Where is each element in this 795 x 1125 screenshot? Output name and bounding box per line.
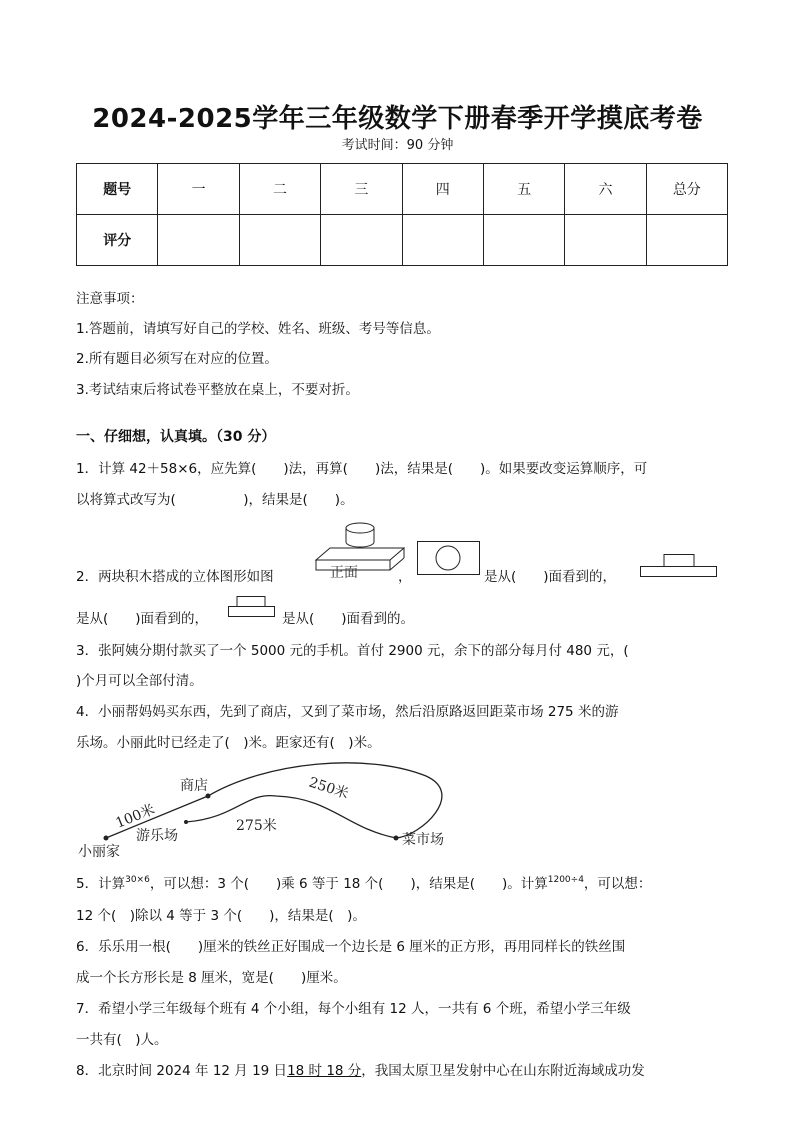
header-cell-2: 二 — [239, 164, 320, 215]
front-label: 正面 — [330, 565, 358, 581]
question-3-line-2: )个月可以全部付清。 — [76, 673, 203, 689]
question-4-line-2: 乐场。小丽此时已经走了( )米。距家还有( )米。 — [76, 735, 381, 751]
label-shop: 商店 — [180, 778, 208, 794]
header-cell-5: 五 — [483, 164, 564, 215]
question-8-line-1 — [76, 1059, 645, 1079]
label-market: 菜市场 — [402, 832, 444, 848]
question-2-mid: 是从( )面看到的， — [484, 569, 617, 585]
label-home: 小丽家 — [78, 844, 120, 860]
q5-part-c: ，可以想： — [583, 876, 652, 892]
question-2-line-2a: 是从( )面看到的， — [76, 611, 209, 627]
score-cell[interactable] — [239, 215, 320, 266]
question-7-line-1: 7．希望小学三年级每个班有 4 个小组，每个小组有 12 人，一共有 6 个班，希望小学三年级 — [76, 1001, 631, 1017]
score-cell[interactable] — [402, 215, 483, 266]
header-cell-6: 六 — [565, 164, 646, 215]
page-title: 2024-2025学年三年级数学下册春季开学摸底考卷 — [92, 104, 703, 134]
score-cell[interactable] — [565, 215, 646, 266]
header-cell-3: 三 — [321, 164, 402, 215]
header-cell-total: 总分 — [646, 164, 727, 215]
q8-part-b: ，我国太原卫星发射中心在山东附近海域成功发 — [361, 1063, 645, 1079]
question-3-line-1: 3．张阿姨分期付款买了一个 5000 元的手机。首付 2900 元，余下的部分每月付 480 元，( — [76, 643, 629, 659]
note-item: 2.所有题目必须写在对应的位置。 — [76, 351, 278, 367]
score-cell-total[interactable] — [646, 215, 727, 266]
score-table — [76, 163, 728, 266]
q5-expr-2: 1200÷4 — [547, 875, 584, 885]
path-market-to-park — [186, 796, 396, 838]
header-cell-1: 一 — [158, 164, 239, 215]
question-5-line-2: 12 个( )除以 4 等于 3 个( )，结果是( )。 — [76, 908, 366, 924]
label-distance-250: 250米 — [306, 774, 351, 803]
score-cell[interactable] — [483, 215, 564, 266]
q5-part-b: ，可以想：3 个( )乘 6 等于 18 个( )，结果是( )。计算 — [149, 876, 548, 892]
question-4-line-1: 4．小丽帮妈妈买东西，先到了商店，又到了菜市场，然后沿原路返回距菜市场 275 米的游 — [76, 704, 619, 720]
top-view-figure — [417, 541, 481, 577]
q8-part-a: 8．北京时间 2024 年 12 月 19 日 — [76, 1063, 288, 1079]
question-1-line-1: 1．计算 42＋58×6，应先算( )法，再算( )法，结果是( )。如果要改变运算顺序，可 — [76, 461, 648, 477]
question-6-line-1: 6．乐乐用一根( )厘米的铁丝正好围成一个边长是 6 厘米的正方形，再用同样长的铁丝围 — [76, 939, 626, 955]
question-2-line-2b: 是从( )面看到的。 — [282, 611, 415, 627]
header-cell-label: 题号 — [77, 164, 158, 215]
header-cell-4: 四 — [402, 164, 483, 215]
question-6-line-2: 成一个长方形长是 8 厘米，宽是( )厘米。 — [76, 970, 347, 986]
q5-expr-1: 30×6 — [125, 875, 150, 885]
question-2-lead: 2．两块积木搭成的立体图形如图 — [76, 569, 274, 585]
exam-duration: 考试时间：90 分钟 — [341, 138, 454, 153]
question-5-line-1 — [76, 872, 651, 892]
score-row-label: 评分 — [77, 215, 158, 266]
score-table-header-row — [77, 164, 728, 215]
score-cell[interactable] — [321, 215, 402, 266]
front-view-figure — [640, 554, 718, 578]
side-view-figure — [228, 596, 276, 618]
note-item: 1.答题前，请填写好自己的学校、姓名、班级、考号等信息。 — [76, 321, 440, 337]
question-1-line-2: 以将算式改写为( )，结果是( )。 — [76, 492, 354, 508]
label-distance-275: 275米 — [236, 818, 277, 834]
question-7-line-2: 一共有( )人。 — [76, 1032, 168, 1048]
section-heading: 一、仔细想，认真填。（30 分） — [76, 429, 276, 445]
question-2-comma: ， — [398, 569, 412, 585]
score-cell[interactable] — [158, 215, 239, 266]
label-park: 游乐场 — [136, 828, 178, 844]
q8-time: 18 时 18 分 — [287, 1063, 362, 1079]
score-table-score-row — [77, 215, 728, 266]
label-distance-100: 100米 — [113, 801, 158, 832]
notes-heading: 注意事项： — [76, 291, 144, 307]
q5-part-a: 5．计算 — [76, 876, 126, 892]
note-item: 3.考试结束后将试卷平整放在桌上，不要对折。 — [76, 382, 359, 398]
route-map — [76, 758, 496, 858]
